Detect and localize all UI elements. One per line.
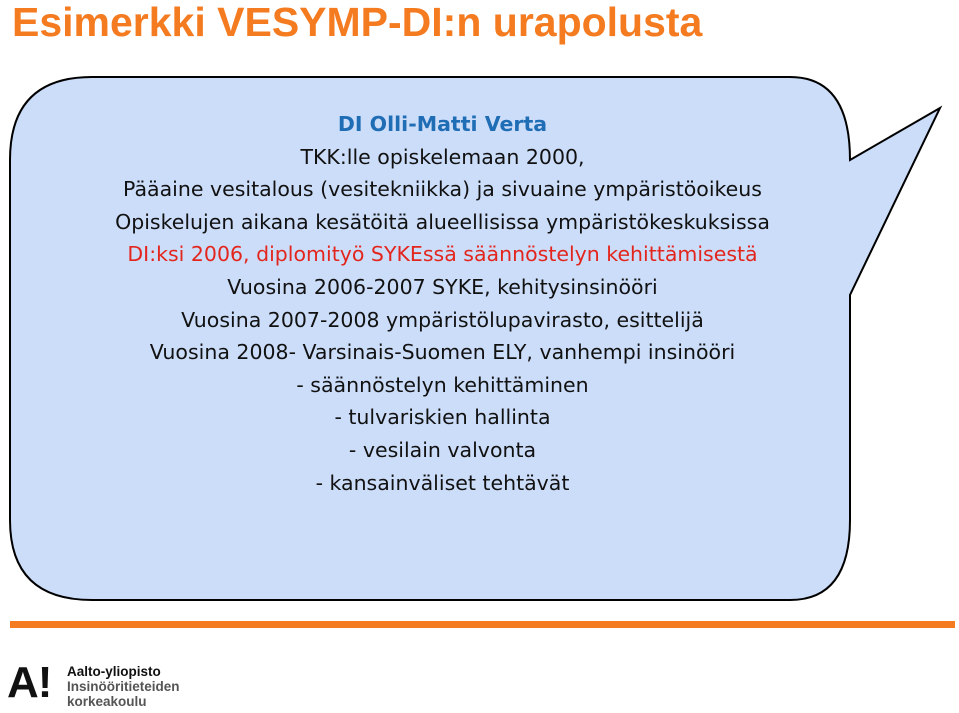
logo-line-university: Aalto-yliopisto: [67, 664, 161, 679]
bubble-line: - tulvariskien hallinta: [334, 405, 551, 430]
aalto-logo-mark: A!: [7, 658, 52, 707]
aalto-logo-text: [67, 664, 180, 709]
bubble-line: - säännöstelyn kehittäminen: [296, 372, 589, 397]
logo-line-school: Insinööritieteiden: [67, 679, 180, 694]
bubble-line: DI:ksi 2006, diplomityö SYKEssä säännöstelyn kehittämisestä: [127, 242, 758, 267]
logo-line-school-2: korkeakoulu: [67, 694, 147, 709]
bubble-line: Vuosina 2008- Varsinais-Suomen ELY, vanhempi insinööri: [149, 340, 736, 365]
slide-title: Esimerkki VESYMP-DI:n urapolusta: [12, 0, 703, 45]
orange-divider: [10, 621, 955, 628]
bubble-line: DI Olli-Matti Verta: [337, 112, 548, 136]
bubble-line: Vuosina 2007-2008 ympäristölupavirasto, esittelijä: [181, 307, 704, 332]
bubble-line: Opiskelujen aikana kesätöitä alueellisissa ympäristökeskuksissa: [115, 209, 770, 234]
bubble-line: - kansainväliset tehtävät: [315, 470, 570, 495]
aalto-logo: [7, 660, 207, 710]
bubble-line: - vesilain valvonta: [348, 437, 537, 462]
bubble-line: TKK:lle opiskelemaan 2000,: [300, 144, 585, 169]
bubble-text-block: [20, 108, 865, 499]
bubble-line: Vuosina 2006-2007 SYKE, kehitysinsinööri: [227, 274, 658, 299]
bubble-line: Pääaine vesitalous (vesitekniikka) ja sivuaine ympäristöoikeus: [123, 177, 762, 202]
